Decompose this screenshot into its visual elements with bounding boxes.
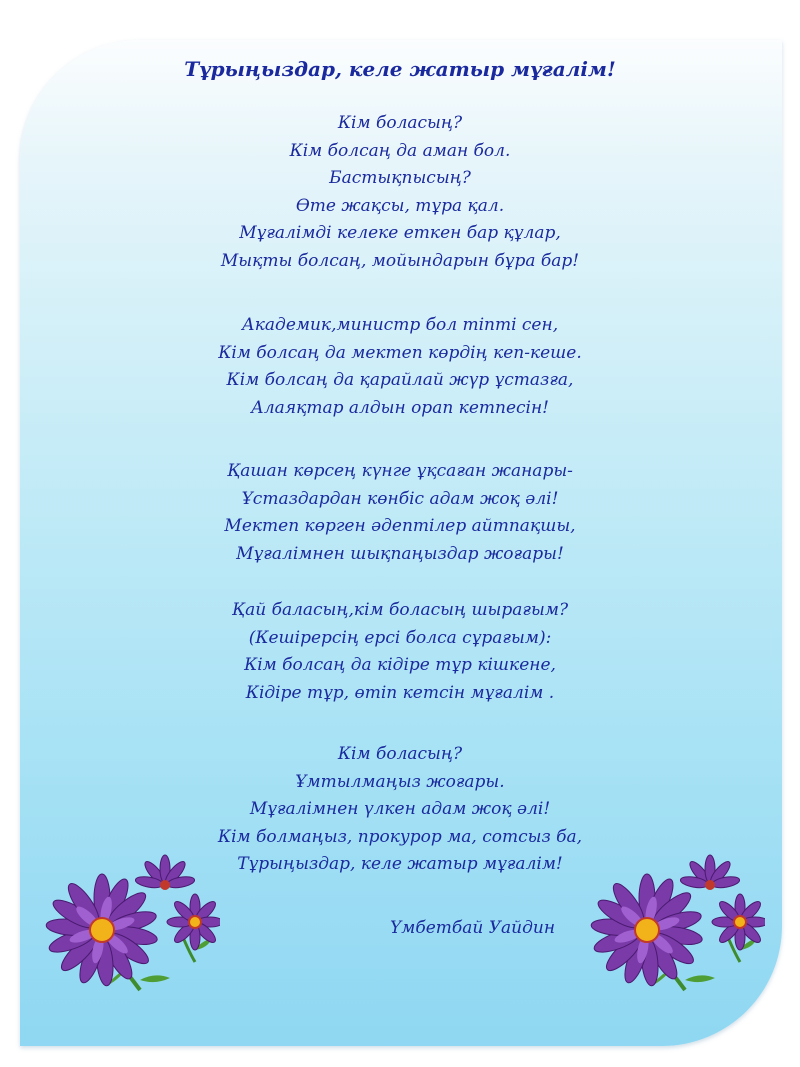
poem-author: Үмбетбай Уайдин [390,918,556,938]
poem-title: Тұрыңыздар, келе жатыр мұғалім! [184,57,616,81]
poem-line: Қай баласың,кім боласың шырағым? [231,600,569,620]
poem-line: Кідіре тұр, өтіп кетсін мұғалім . [245,682,555,703]
purple-aster-flower-icon [30,850,220,1000]
poem-line: Мектеп көрген әдептілер айтпақшы, [224,516,576,536]
poem-line: Ұстаздардан көнбіс адам жоқ әлі! [241,488,559,509]
poem-line: Өте жақсы, тұра қал. [295,195,505,216]
poem-line: Кім болсаң да қарайлай жүр ұстазға, [226,370,574,390]
poem-line: Кім боласың? [337,744,463,764]
stanza-4 [0,597,800,707]
purple-aster-flower-icon [575,850,765,1000]
poem-line: Тұрыңыздар, келе жатыр мұғалім! [237,854,563,874]
poem-line: Мұғалімнен шықпаңыздар жоғары! [236,543,564,564]
poem-line: Қашан көрсең күнге ұқсаған жанары- [227,461,573,481]
stanza-2 [0,312,800,422]
poem-line: Кім болсаң да аман бол. [289,140,511,161]
poem-line: (Кешірерсің ерсі болса сұрағым): [248,627,552,648]
stanza-1 [0,110,800,275]
poem-line: Кім болмаңыз, прокурор ма, сотсыз ба, [217,826,583,847]
poem-line: Мұғалімді келеке еткен бар құлар, [239,223,561,243]
poem-line: Алаяқтар алдын орап кетпесін! [250,397,550,418]
poem-line: Кім болсаң да мектеп көрдің кеп-кеше. [218,342,582,363]
poem-line: Мықты болсаң, мойындарын бұра бар! [220,250,580,271]
poem-line: Академик,министр бол тіпті сен, [241,315,559,335]
poem-line: Кім болсаң да кідіре тұр кішкене, [244,655,556,675]
poem-line: Мұғалімнен үлкен адам жоқ әлі! [249,799,551,819]
poem-line: Бастықпысың? [329,168,471,188]
stanza-3 [0,458,800,568]
poem-line: Кім боласың? [337,113,463,133]
poem-line: Ұмтылмаңыз жоғары. [295,771,505,792]
